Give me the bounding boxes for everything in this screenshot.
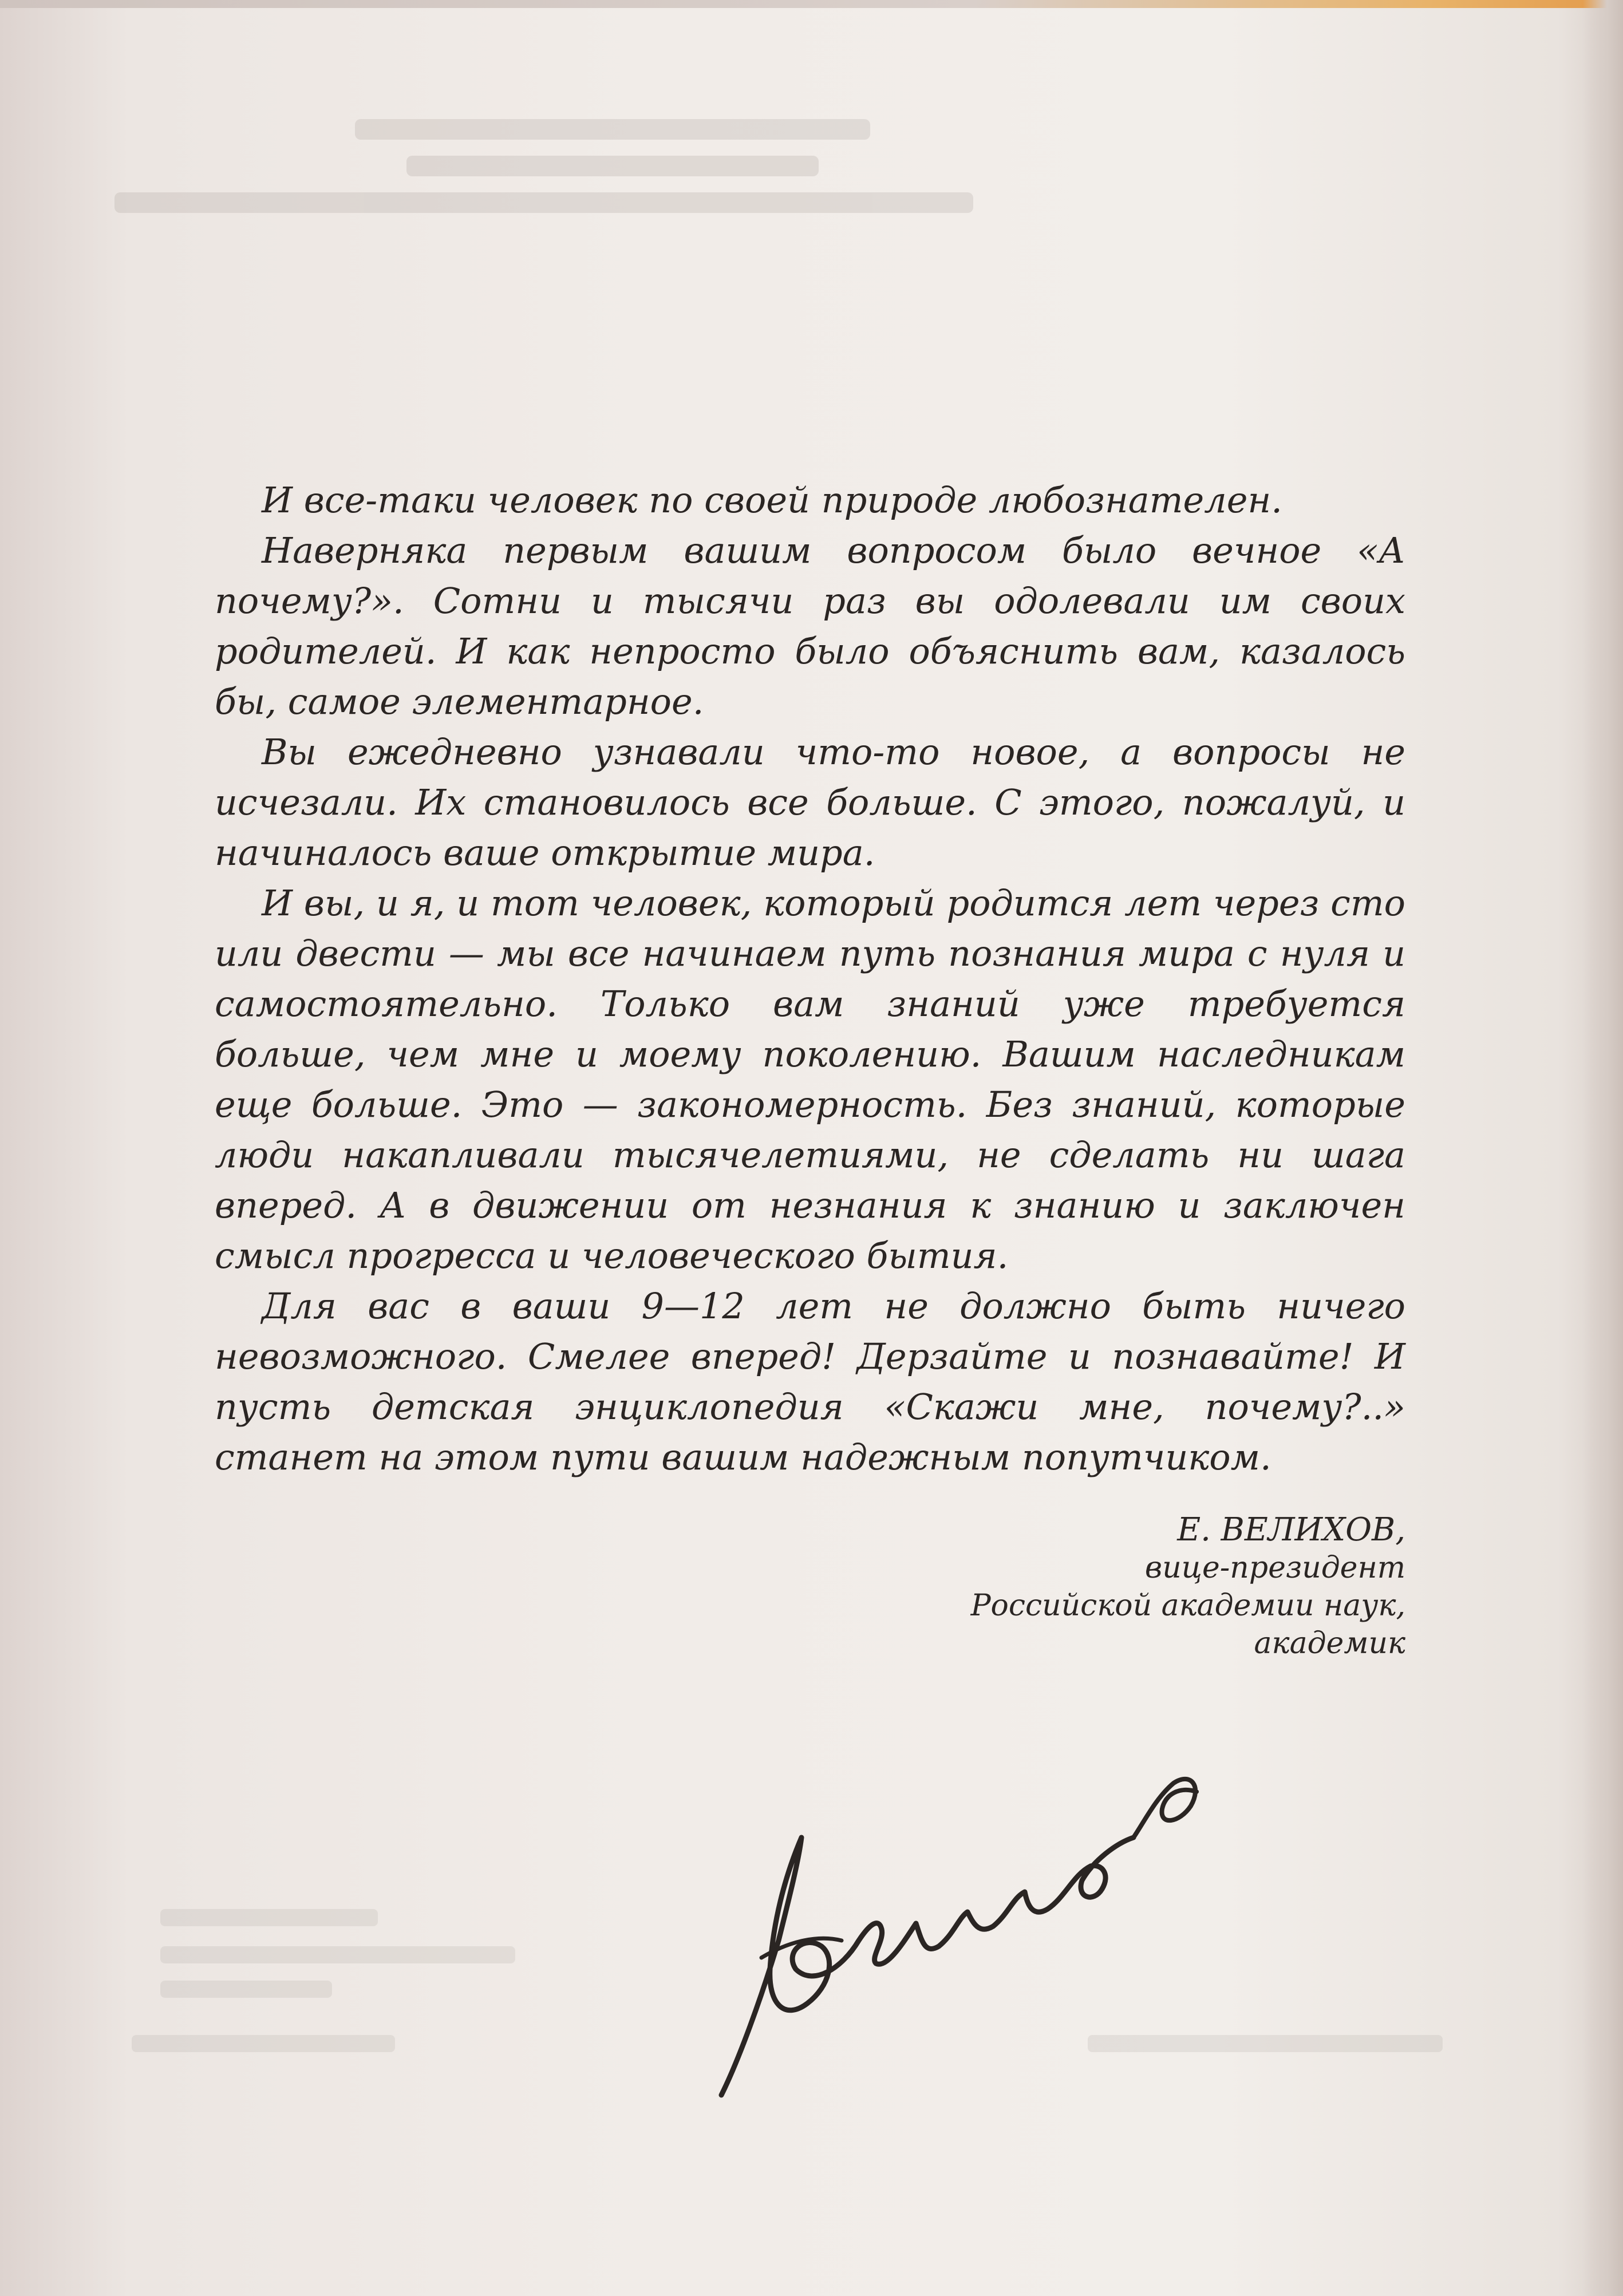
bleed-through-text xyxy=(114,103,973,321)
bleed-through-text xyxy=(132,2035,395,2052)
page-right-edge xyxy=(1583,0,1623,2296)
letter-paragraph: И вы, и я, и тот человек, который родится лет через сто или двести — мы все начинаем путь познания мира с нуля и самостоятельно. Только вам знаний уже требуется больше, чем мне и моему поколению. Вашим наследникам еще больше. Это — закономерность. Без знаний, которые люди накапливали тысячелетиями, не сделать ни шага вперед. А в движении от незнания к знанию и заключен смысл прогресса и человеческого бытия. xyxy=(215,882,1405,1277)
letter-paragraph: Наверняка первым вашим вопросом было вечное «А почему?». Сотни и тысячи раз вы одолевали им своих родителей. И как непросто было объяснить вам, казалось бы, самое элементарное. xyxy=(215,529,1405,722)
letter-paragraph: И все-таки человек по своей природе любознателен. xyxy=(262,479,1282,521)
bleed-through-text xyxy=(160,1909,378,1926)
page-top-edge xyxy=(0,0,1623,8)
handwritten-signature xyxy=(698,1752,1242,2107)
author-signature-block xyxy=(776,1511,1405,1662)
author-rank: академик xyxy=(1254,1626,1405,1661)
bleed-through-text xyxy=(160,1981,332,1998)
author-affiliation: Российской академии наук, xyxy=(970,1588,1405,1623)
author-name: Е. ВЕЛИХОВ, xyxy=(1177,1511,1405,1548)
bleed-through-text xyxy=(1088,2035,1443,2052)
author-title: вице-президент xyxy=(1144,1551,1405,1585)
bleed-through-text xyxy=(160,1946,515,1963)
letter-paragraph: Для вас в ваши 9—12 лет не должно быть ничего невозможного. Смелее вперед! Дерзайте и познавайте! И пусть детская энциклопедия «Скажи мне, почему?..» станет на этом пути вашим надежным попутчиком. xyxy=(215,1285,1405,1478)
letter-body xyxy=(215,475,1405,1483)
letter-paragraph: Вы ежедневно узнавали что-то новое, а вопросы не исчезали. Их становилось все больше. С этого, пожалуй, и начиналось ваше открытие мира. xyxy=(215,731,1405,874)
